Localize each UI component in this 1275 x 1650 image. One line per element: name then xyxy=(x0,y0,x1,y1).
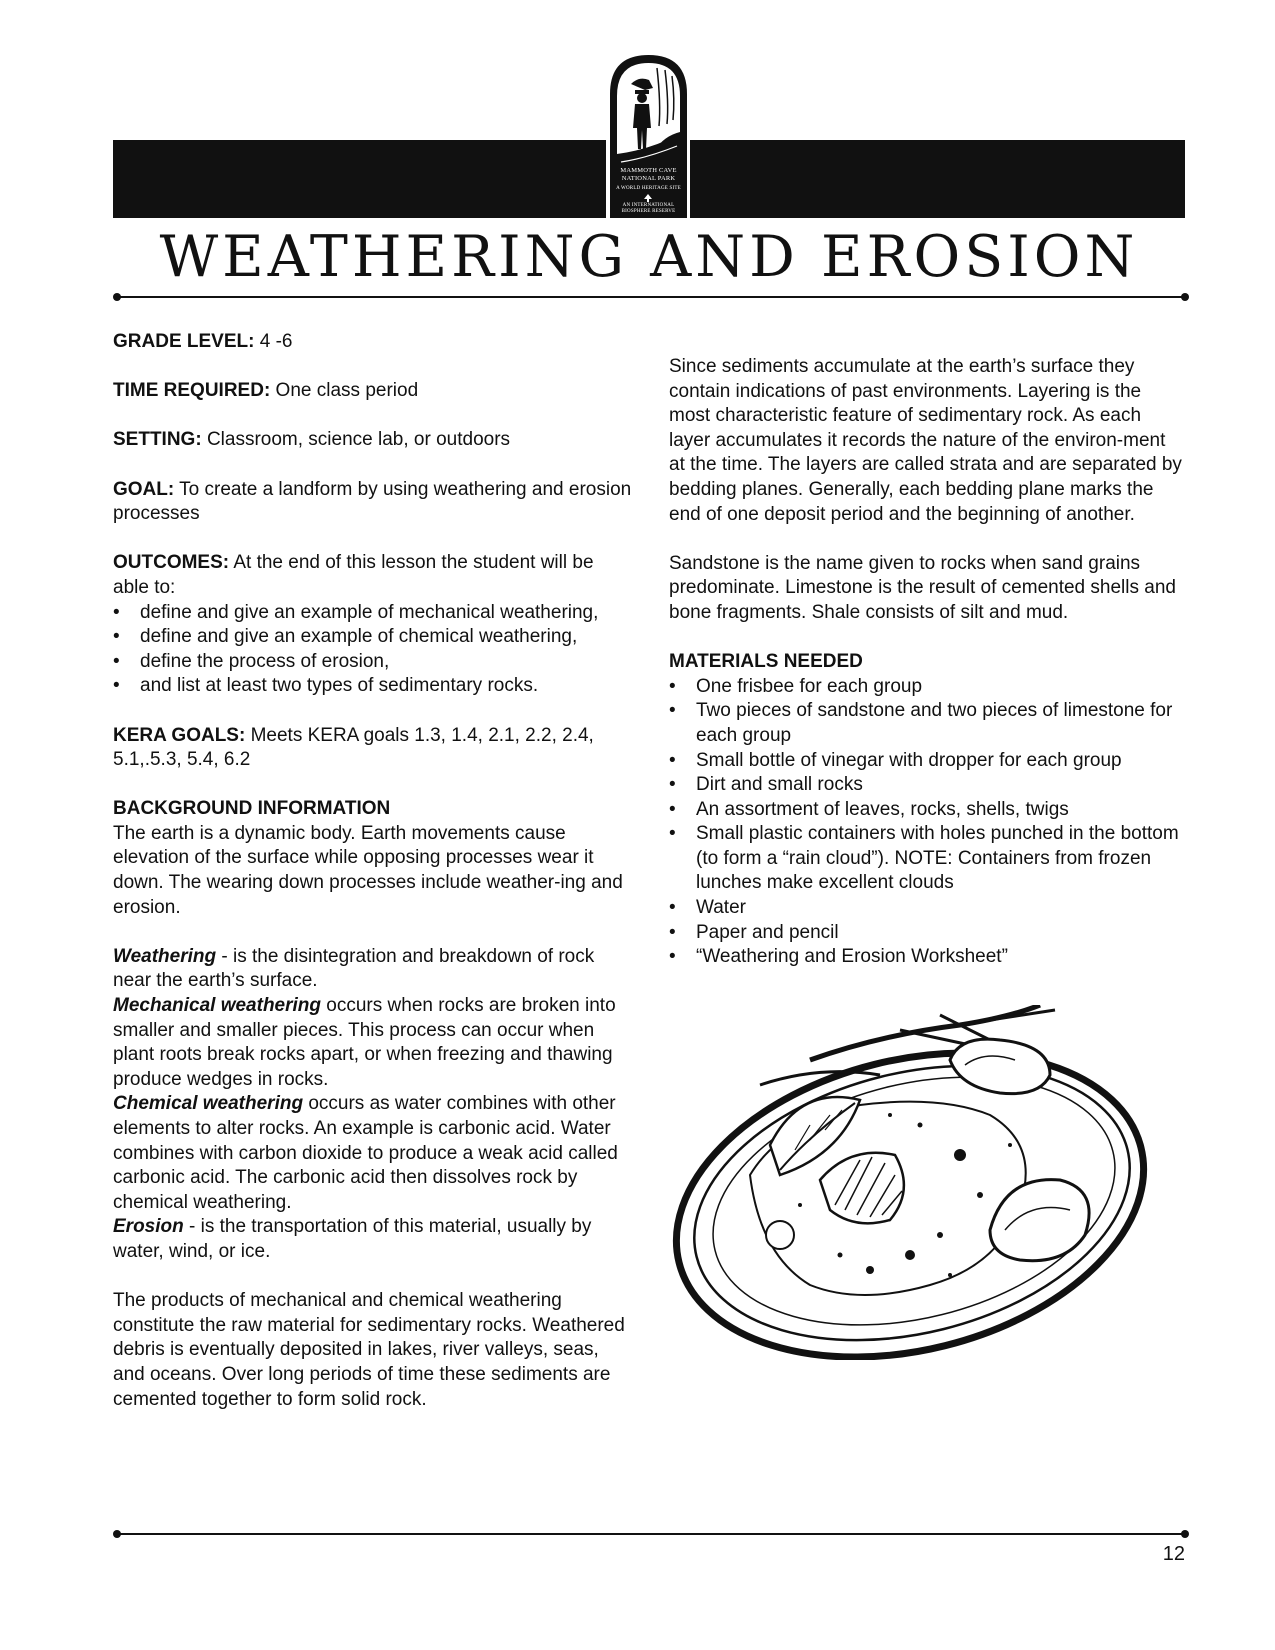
sediments-text: Since sediments accumulate at the earth’s surface they contain indications of past environments. Layering is the most characteristic feature of sedimentary rock. As each layer accumulates it records the nature of the environ-ment at the time. The layers are called strata and are separated by bedding planes. Generally, each bedding plane marks the end of one deposit period and the beginning of another. xyxy=(669,356,1182,525)
setting xyxy=(113,428,633,453)
kera-goals-value: Meets KERA goals 1.3, 1.4, 2.1, 2.2, 2.4, 5.1,.5.3, 5.4, 6.2 xyxy=(113,724,594,771)
goal-value: To create a landform by using weathering and erosion processes xyxy=(113,478,632,525)
bottom-divider xyxy=(117,1533,1185,1535)
list-item: • Small bottle of vinegar with dropper for each group xyxy=(669,749,1185,774)
background-heading: BACKGROUND INFORMATION xyxy=(113,798,391,820)
chemical-weathering-definition xyxy=(113,1092,633,1215)
grade-level-label: GRADE LEVEL: xyxy=(113,331,255,352)
grade-level xyxy=(113,330,633,355)
list-item: • Water xyxy=(669,896,1185,921)
sandstone-text: Sandstone is the name given to rocks when sand grains predominate. Limestone is the result of cemented shells and bone fragments. Shale consists of silt and mud. xyxy=(669,552,1176,623)
list-item: • Two pieces of sandstone and two pieces of limestone for each group xyxy=(669,699,1185,748)
time-required-value: One class period xyxy=(270,380,419,402)
page-number: 12 xyxy=(1162,1543,1185,1565)
list-item: • and list at least two types of sedimentary rocks. xyxy=(113,674,633,699)
erosion-definition xyxy=(113,1215,633,1264)
logo-text-line2: NATIONAL PARK xyxy=(621,175,676,182)
mechanical-def: occurs when rocks are broken into smaller and smaller pieces. This process can occur when plant roots break rocks apart, or when freezing and thawing produce wedges in rocks. xyxy=(113,995,616,1090)
mechanical-term: Mechanical weathering xyxy=(113,995,322,1017)
header-band-left xyxy=(113,140,606,218)
background-text: The earth is a dynamic body. Earth movements cause elevation of the surface while opposing processes wear it down. The wearing down processes include weather-ing and erosion. xyxy=(113,822,623,918)
header-band-right xyxy=(690,140,1185,218)
outcomes xyxy=(113,551,633,600)
page-title: WEATHERING AND EROSION xyxy=(159,224,1139,290)
list-item: • One frisbee for each group xyxy=(669,675,1185,700)
list-item: • Dirt and small rocks xyxy=(669,773,1185,798)
top-divider xyxy=(117,296,1185,298)
list-item: • define and give an example of chemical weathering, xyxy=(113,625,633,650)
weathering-def: - is the disintegration and breakdown of rock near the earth’s surface. xyxy=(113,945,595,992)
logo-text-line1: MAMMOTH CAVE xyxy=(620,167,677,174)
outcomes-list xyxy=(113,601,633,699)
outcomes-value: At the end of this lesson the student will be able to: xyxy=(113,552,594,598)
list-item: • define and give an example of mechanical weathering, xyxy=(113,601,633,626)
outcomes-label: OUTCOMES: xyxy=(113,552,230,574)
list-item: • “Weathering and Erosion Worksheet” xyxy=(669,945,1185,970)
time-required xyxy=(113,379,633,404)
list-item: • define the process of erosion, xyxy=(113,650,633,675)
weathering-definition xyxy=(113,945,633,994)
list-item: • Small plastic containers with holes punched in the bottom (to form a “rain cloud”). NOTE: Containers from frozen lunches make excellent clouds xyxy=(669,822,1185,896)
park-logo xyxy=(609,54,688,218)
materials-list xyxy=(669,675,1185,970)
goal xyxy=(113,478,633,527)
setting-label: SETTING: xyxy=(113,429,202,451)
frisbee-landform-illustration xyxy=(660,1005,1165,1360)
setting-value: Classroom, science lab, or outdoors xyxy=(201,429,511,451)
time-required-label: TIME REQUIRED: xyxy=(113,380,271,402)
logo-text-line3: A WORLD HERITAGE SITE xyxy=(616,186,681,191)
left-column xyxy=(113,330,633,1412)
logo-text-line5: BIOSPHERE RESERVE xyxy=(621,209,676,214)
logo-text-line4: AN INTERNATIONAL xyxy=(622,203,675,208)
kera-goals-label: KERA GOALS: xyxy=(113,724,246,746)
weathering-term: Weathering xyxy=(113,945,217,967)
products-text: The products of mechanical and chemical weathering constitute the raw material for sedimentary rocks. Weathered debris is eventually deposited in lakes, river valleys, seas, and oceans. Over long periods of time these sediments are cemented together to form solid rock. xyxy=(113,1290,625,1410)
grade-level-value: 4 -6 xyxy=(254,331,293,352)
tree-icon xyxy=(644,194,652,202)
chemical-def: occurs as water combines with other elements to alter rocks. An example is carbonic acid. Water combines with carbon dioxide to produce a weak acid called carbonic acid. The carbonic acid then dissolves rock by chemical weathering. xyxy=(113,1093,618,1213)
kera-goals xyxy=(113,724,633,773)
right-column xyxy=(669,355,1185,970)
list-item: • Paper and pencil xyxy=(669,921,1185,946)
chemical-term: Chemical weathering xyxy=(113,1093,304,1115)
erosion-def: - is the transportation of this material, usually by water, wind, or ice. xyxy=(113,1216,592,1262)
materials-heading: MATERIALS NEEDED xyxy=(669,651,863,673)
goal-label: GOAL: xyxy=(113,478,175,500)
list-item: • An assortment of leaves, rocks, shells, twigs xyxy=(669,798,1185,823)
erosion-term: Erosion xyxy=(113,1216,184,1238)
mechanical-weathering-definition xyxy=(113,994,633,1092)
